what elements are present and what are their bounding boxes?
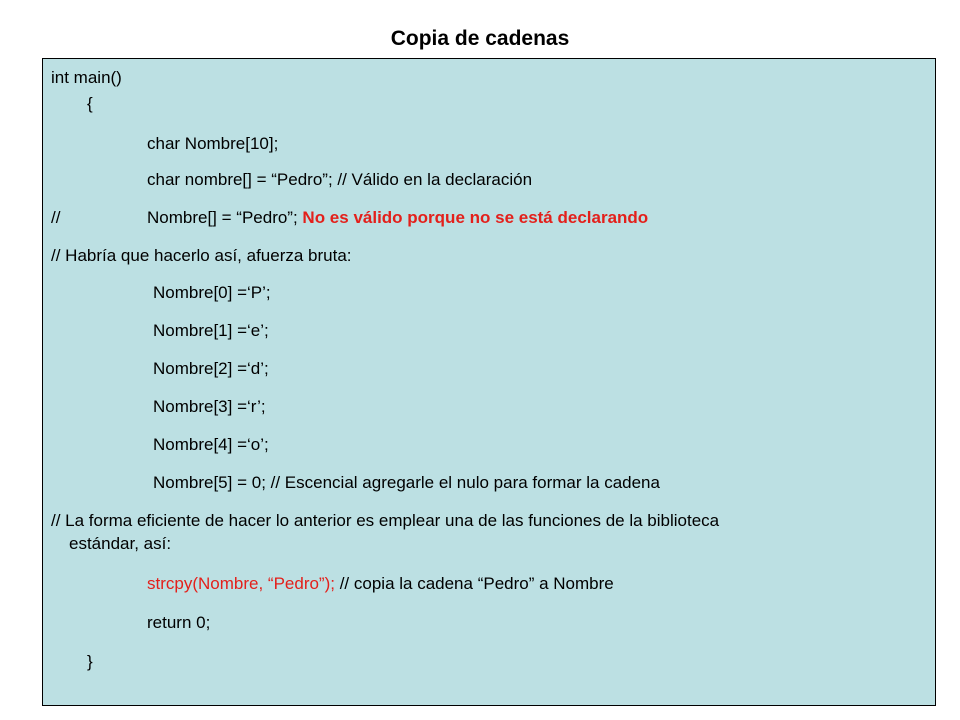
code-line-assign-3: Nombre[3] =‘r’; <box>153 397 266 416</box>
code-box <box>42 58 936 706</box>
code-line-assign-1: Nombre[1] =‘e’; <box>153 321 269 340</box>
code-line-assign-null: Nombre[5] = 0; // Escencial agregarle el nulo para formar la cadena <box>153 473 660 492</box>
invalid-assignment: Nombre[] = “Pedro”; <box>147 208 303 227</box>
code-line-assign-0: Nombre[0] =‘P’; <box>153 283 271 302</box>
code-line-declare-nombre: char Nombre[10]; <box>147 134 279 153</box>
code-line-brute-force-comment: // Habría que hacerlo así, afuerza bruta: <box>51 246 352 265</box>
invalid-warning: No es válido porque no se está declarando <box>302 208 649 227</box>
strcpy-comment: // copia la cadena “Pedro” a Nombre <box>334 574 614 593</box>
code-line-invalid-comment: // <box>51 208 61 227</box>
code-line-main: int main() <box>51 68 122 87</box>
strcpy-call: strcpy(Nombre, “Pedro”); <box>147 574 335 593</box>
slide-title: Copia de cadenas <box>390 27 570 50</box>
code-line-return: return 0; <box>147 613 211 632</box>
code-line-assign-2: Nombre[2] =‘d’; <box>153 359 269 378</box>
code-line-declare-init: char nombre[] = “Pedro”; // Válido en la declaración <box>147 170 533 189</box>
code-line-open-brace: { <box>87 94 93 113</box>
code-line-strcpy <box>147 573 614 595</box>
code-line-invalid <box>147 207 648 229</box>
code-line-assign-4: Nombre[4] =‘o’; <box>153 435 269 454</box>
code-line-efficient-comment-cont: estándar, así: <box>69 534 172 553</box>
code-line-close-brace: } <box>87 652 93 671</box>
code-line-efficient-comment: // La forma eficiente de hacer lo anterior es emplear una de las funciones de la biblioteca <box>51 511 720 530</box>
